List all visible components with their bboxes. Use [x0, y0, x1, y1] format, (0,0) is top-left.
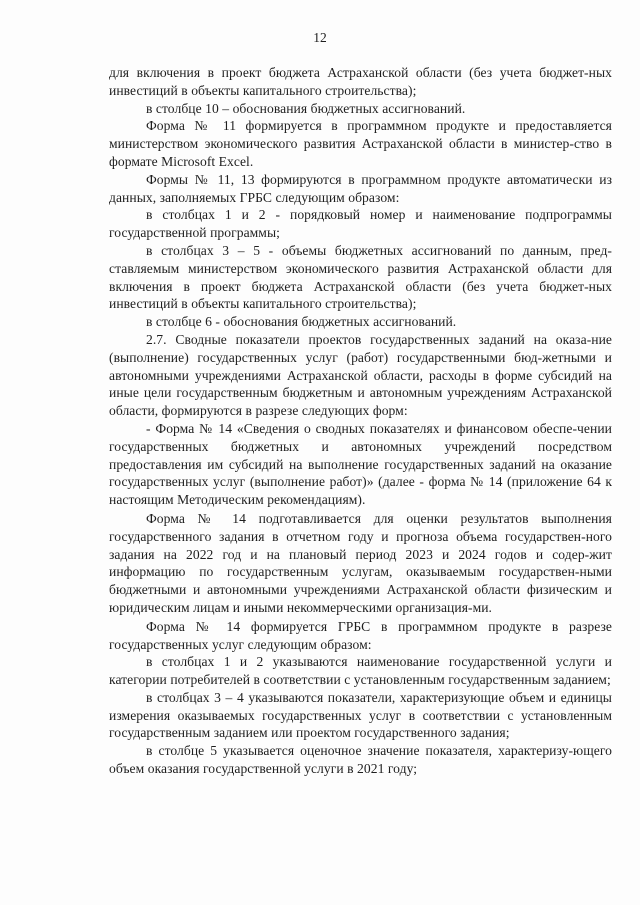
paragraph-column-10: в столбце 10 – обоснования бюджетных ассигнований.: [146, 100, 466, 116]
paragraph-form-14-title: - Форма № 14 «Сведения о сводных показателях и финансовом обеспе-чении государственных бюджетных и автономных учреждений посредством предоставления им субсидий на выполнение государственных заданий на оказание государственных услуг (выполнение работ)» (далее - форма № 14 (приложение 64 к настоящим Методическим рекомендациям).: [109, 420, 612, 508]
paragraph-form-14-columns-1-2: в столбцах 1 и 2 указываются наименование государственной услуги и категории потребителей в соответствии с установленным государственным заданием;: [109, 654, 612, 688]
paragraph-section-2-7: 2.7. Сводные показатели проектов государственных заданий на оказа-ние (выполнение) государственных услуг (работ) государственными бюд-жетными и автономными учреждениями Астраханской области, расходы в форме субсидий на иные цели государственным бюджетным и автономным учреждениям Астраханской области, формируются в разрезе следующих форм:: [109, 331, 612, 419]
paragraph-columns-1-2: в столбцах 1 и 2 - порядковый номер и наименование подпрограммы государственной программы;: [109, 207, 612, 241]
paragraph-budget-continuation: для включения в проект бюджета Астраханской области (без учета бюджет-ных инвестиций в объекты капитального строительства);: [109, 65, 612, 98]
paragraph-columns-3-5: в столбцах 3 – 5 - объемы бюджетных ассигнований по данным, пред-ставляемым министерством экономического развития Астраханской области для включения в проект бюджета Астраханской области (без учета бюджет-ных инвестиций в объекты капитального строительства);: [109, 242, 612, 312]
paragraph-form-14-purpose: Форма № 14 подготавливается для оценки результатов выполнения государственного задания в отчетном году и прогноза объема государствен-ного задания на 2022 год и на плановый период 2023 и 2024 годов и содер-жит информацию по государственным услугам, оказываемым государствен-ными бюджетными и автономными учреждениями Астраханской области физическим и юридическим лицам и иными некоммерческими организация-ми.: [109, 510, 612, 615]
page-number: 12: [313, 30, 327, 45]
document-body: [109, 64, 612, 778]
paragraph-form-14-columns-3-4: в столбцах 3 – 4 указываются показатели, характеризующие объем и единицы измерения оказываемых государственных услуг в соответствии с установленным государственным заданием или проектом государственного задания;: [109, 689, 612, 741]
paragraph-form-14-grbs: Форма № 14 формируется ГРБС в программном продукте в разрезе государственных услуг следующим образом:: [109, 618, 612, 652]
paragraph-column-6: в столбце 6 - обоснования бюджетных ассигнований.: [146, 314, 457, 330]
paragraph-forms-11-13: Формы № 11, 13 формируются в программном продукте автоматически из данных, заполняемых ГРБС следующим образом:: [109, 171, 612, 205]
paragraph-form-11: Форма № 11 формируется в программном продукте и предоставляется министерством экономического развития Астраханской области в министер-ство в формате Microsoft Excel.: [109, 118, 612, 169]
paragraph-form-14-column-5: в столбце 5 указывается оценочное значение показателя, характеризу-ющего объем оказания государственной услуги в 2021 году;: [109, 743, 612, 777]
